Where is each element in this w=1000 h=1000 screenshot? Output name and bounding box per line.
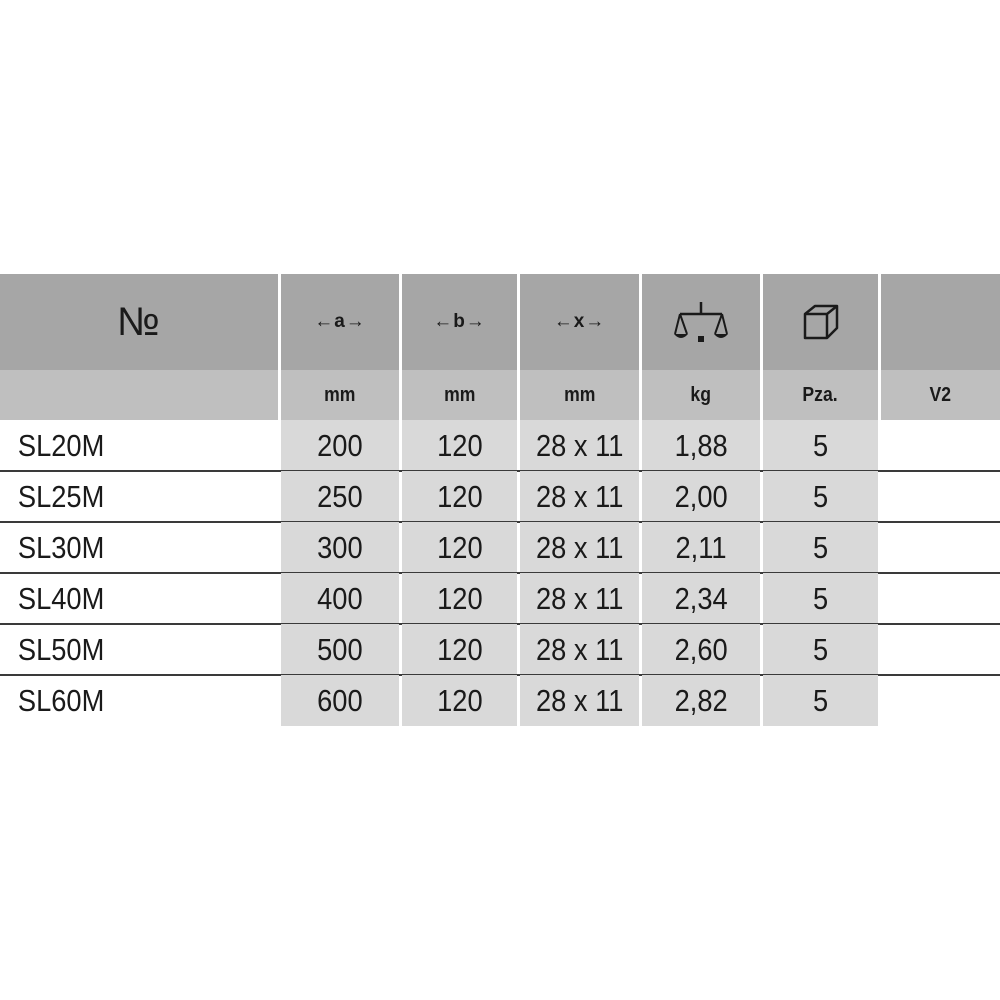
unit-b: [402, 370, 517, 420]
header-row-icons: [0, 274, 1000, 370]
header-v2-top: [881, 274, 1000, 370]
cell-b: [402, 573, 517, 624]
cell-no: [0, 675, 278, 726]
dimension-x-icon: ←x→: [553, 311, 606, 332]
cell-b: [402, 522, 517, 573]
unit-kg-label: kg: [690, 383, 712, 406]
dimension-a-icon: ←a→: [314, 311, 366, 332]
cell-x: [520, 522, 639, 573]
unit-v2-label: V2: [929, 383, 952, 406]
cell-x-value: 28 x 11: [535, 580, 624, 616]
unit-x-label: mm: [563, 383, 596, 406]
unit-a: [281, 370, 399, 420]
cell-b: [402, 624, 517, 675]
cell-b-value: 120: [436, 529, 483, 565]
cell-kg-value: 2,11: [675, 529, 727, 565]
cell-a: [281, 675, 399, 726]
table-row: [0, 420, 1000, 471]
cell-b-value: 120: [436, 580, 483, 616]
unit-b-label: mm: [443, 383, 476, 406]
cell-b-value: 120: [436, 427, 483, 463]
table-row: [0, 573, 1000, 624]
cell-a-value: 200: [317, 427, 363, 463]
cell-v2: [881, 675, 1000, 726]
cell-no-value: SL60M: [17, 682, 105, 718]
cell-no: [0, 573, 278, 624]
cell-pza: [763, 573, 878, 624]
table-row: [0, 522, 1000, 573]
cell-a-value: 250: [317, 478, 363, 514]
cell-b: [402, 420, 517, 471]
cell-a-value: 400: [317, 580, 363, 616]
cell-kg-value: 2,34: [674, 580, 728, 616]
cell-no: [0, 420, 278, 471]
cell-pza: [763, 624, 878, 675]
cell-x-value: 28 x 11: [535, 631, 624, 667]
header-no: [0, 274, 278, 370]
cell-pza-value: 5: [812, 631, 829, 667]
cell-kg: [642, 471, 760, 522]
cell-a: [281, 420, 399, 471]
unit-kg: [642, 370, 760, 420]
cell-a: [281, 471, 399, 522]
header-weight: [642, 274, 760, 370]
header-dim-b: [402, 274, 517, 370]
unit-pza: [763, 370, 878, 420]
unit-x: [520, 370, 639, 420]
cell-pza-value: 5: [812, 682, 829, 718]
cell-v2: [881, 420, 1000, 471]
cell-a-value: 500: [317, 631, 363, 667]
header-no-label: №: [117, 299, 161, 344]
cell-v2: [881, 573, 1000, 624]
dim-x-label: x: [573, 311, 586, 332]
cell-no-value: SL50M: [17, 631, 105, 667]
cell-no: [0, 522, 278, 573]
cell-b-value: 120: [436, 478, 483, 514]
cell-pza-value: 5: [812, 529, 829, 565]
cell-x-value: 28 x 11: [535, 427, 624, 463]
cell-pza-value: 5: [812, 478, 829, 514]
unit-pza-label: Pza.: [802, 383, 839, 406]
cell-kg-value: 2,82: [674, 682, 728, 718]
dim-a-label: a: [334, 311, 346, 332]
cell-kg-value: 2,60: [674, 631, 728, 667]
cell-a: [281, 522, 399, 573]
cell-kg: [642, 573, 760, 624]
cell-pza: [763, 522, 878, 573]
cell-kg: [642, 522, 760, 573]
cell-x: [520, 573, 639, 624]
cell-a: [281, 624, 399, 675]
cell-kg: [642, 624, 760, 675]
cell-x: [520, 675, 639, 726]
cell-pza: [763, 420, 878, 471]
cell-x-value: 28 x 11: [535, 682, 624, 718]
cell-kg-value: 2,00: [674, 478, 728, 514]
header-dim-a: [281, 274, 399, 370]
cell-x: [520, 420, 639, 471]
scale-icon: [674, 300, 728, 344]
cell-x-value: 28 x 11: [535, 478, 624, 514]
cell-v2: [881, 624, 1000, 675]
dim-b-label: b: [453, 311, 466, 332]
cell-x: [520, 624, 639, 675]
cell-b: [402, 675, 517, 726]
cell-v2: [881, 522, 1000, 573]
table-row: [0, 624, 1000, 675]
cell-a-value: 600: [317, 682, 363, 718]
cell-kg: [642, 420, 760, 471]
cell-b-value: 120: [436, 682, 483, 718]
cell-pza-value: 5: [812, 427, 829, 463]
cell-no-value: SL25M: [17, 478, 105, 514]
cell-v2: [881, 471, 1000, 522]
dimension-b-icon: ←b→: [433, 311, 486, 332]
cell-no-value: SL30M: [17, 529, 105, 565]
cell-pza: [763, 471, 878, 522]
cell-b-value: 120: [436, 631, 483, 667]
cell-pza: [763, 675, 878, 726]
cell-x-value: 28 x 11: [535, 529, 624, 565]
cell-b: [402, 471, 517, 522]
cell-no: [0, 624, 278, 675]
cell-kg-value: 1,88: [674, 427, 728, 463]
box-icon: [801, 302, 841, 342]
cell-a: [281, 573, 399, 624]
cell-pza-value: 5: [812, 580, 829, 616]
unit-v2: [881, 370, 1000, 420]
cell-no-value: SL20M: [17, 427, 105, 463]
cell-a-value: 300: [317, 529, 363, 565]
cell-kg: [642, 675, 760, 726]
header-row-units: [0, 370, 1000, 420]
header-pieces: [763, 274, 878, 370]
table-row: [0, 471, 1000, 522]
cell-x: [520, 471, 639, 522]
header-dim-x: [520, 274, 639, 370]
cell-no: [0, 471, 278, 522]
header-no-unit: [0, 370, 278, 420]
unit-a-label: mm: [324, 383, 356, 406]
table-row: [0, 675, 1000, 726]
cell-no-value: SL40M: [17, 580, 105, 616]
